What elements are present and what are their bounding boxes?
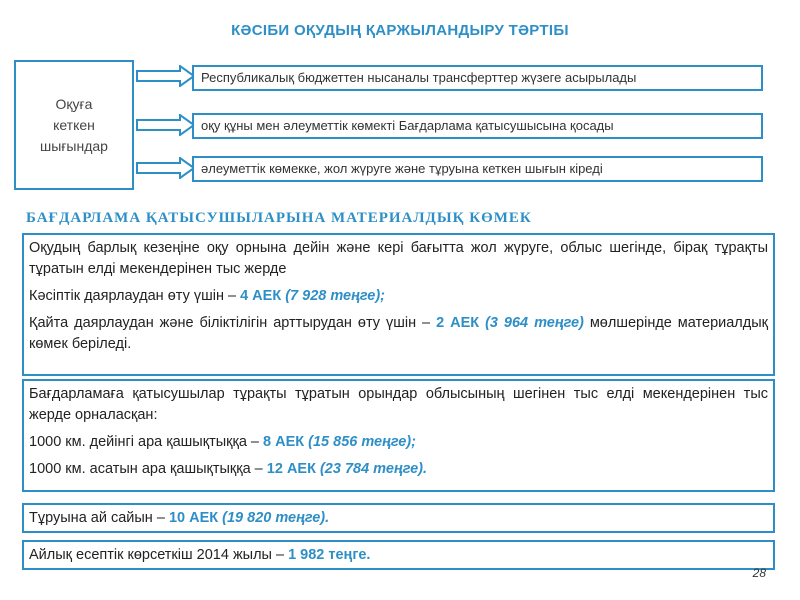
housing-aid: Тұруына ай сайын – 10 АЕК (19 820 теңге). bbox=[29, 510, 330, 526]
flow-item-tuition: оқу құны мен әлеуметтік көмекті Бағдарлама қатысушысына қосады bbox=[192, 113, 763, 139]
distance-aid-box bbox=[22, 379, 775, 492]
distance-aid-intro: Бағдарламаға қатысушылар тұрақты тұратын орындар облысының шегінен тыс елді мекендерінен тыс жерде орналасқан: bbox=[29, 386, 768, 423]
page-title: КӘСІБИ ОҚУДЫҢ ҚАРЖЫЛАНДЫРУ ТӘРТІБІ bbox=[231, 22, 569, 39]
flow-item-transfers: Республикалық бюджеттен нысаналы трансферттер жүзеге асырылады bbox=[192, 65, 763, 91]
travel-aid-text: Оқудың барлық кезеңіне оқу орнына дейін және кері бағытта жол жүруге, облыс шегінде, бірақ тұрақты тұратын елді мекендерінен тыс жерде bbox=[29, 240, 768, 277]
material-aid-box bbox=[22, 233, 775, 376]
mci-2014: Айлық есептік көрсеткіш 2014 жылы – 1 982 теңге. bbox=[29, 547, 371, 563]
expenses-box bbox=[14, 60, 134, 190]
page-number: 28 bbox=[752, 566, 766, 580]
section-subtitle: БАҒДАРЛАМА ҚАТЫСУШЫЛАРЫНА МАТЕРИАЛДЫҚ КӨМЕК bbox=[26, 210, 532, 226]
expenses-line-1: Оқуға bbox=[55, 95, 93, 112]
under-1000km-aid: 1000 км. дейінгі ара қашықтыққа – 8 АЕК (15 856 теңге); bbox=[29, 434, 416, 450]
mci-box bbox=[22, 540, 775, 570]
arrow-right-icon bbox=[136, 65, 196, 87]
expenses-line-2: кеткен bbox=[53, 116, 95, 133]
arrow-right-icon bbox=[136, 157, 196, 179]
vocational-training-aid: Кәсіптік даярлаудан өту үшін – 4 АЕК (7 928 теңге); bbox=[29, 288, 385, 304]
arrow-right-icon bbox=[136, 114, 196, 136]
over-1000km-aid: 1000 км. асатын ара қашықтыққа – 12 АЕК (23 784 теңге). bbox=[29, 461, 427, 477]
expenses-line-3: шығындар bbox=[40, 137, 108, 154]
housing-aid-box bbox=[22, 503, 775, 533]
flow-item-social-aid: әлеуметтік көмекке, жол жүруге және тұруына кеткен шығын кіреді bbox=[192, 156, 763, 182]
retraining-aid: Қайта даярлаудан және біліктілігін арттырудан өту үшін – 2 АЕК (3 964 теңге) мөлшерінде материалдық көмек беріледі. bbox=[29, 315, 768, 352]
